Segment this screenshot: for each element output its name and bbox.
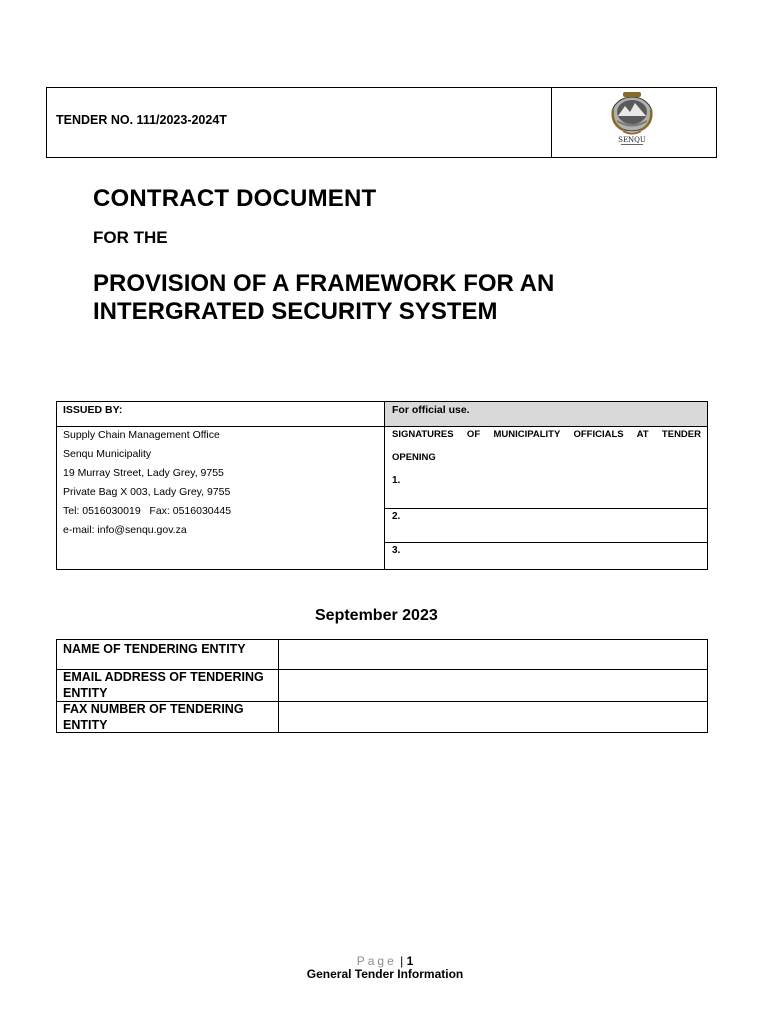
signature-number: 2. <box>392 511 401 522</box>
signature-number: 3. <box>392 545 401 556</box>
signature-line <box>385 508 708 509</box>
document-date: September 2023 <box>315 607 438 624</box>
official-use-label: For official use. <box>392 404 470 416</box>
footer-page-number <box>0 954 770 968</box>
signature-line <box>385 542 708 543</box>
project-title: PROVISION OF A FRAMEWORK FOR AN INTERGRATED SECURITY SYSTEM <box>93 270 555 325</box>
signatures-heading: SIGNATURES OF MUNICIPALITY OFFICIALS AT TENDER <box>392 429 701 440</box>
address-line: 19 Murray Street, Lady Grey, 9755 <box>63 467 224 479</box>
senqu-municipality-crest-icon <box>603 90 661 148</box>
entity-email-label: EMAIL ADDRESS OF TENDERING ENTITY <box>63 670 264 700</box>
entity-fax-value[interactable] <box>279 702 707 732</box>
for-the-label: FOR THE <box>93 228 168 247</box>
tender-number: TENDER NO. 111/2023-2024T <box>56 113 227 127</box>
address-line: Tel: 0516030019 Fax: 0516030445 <box>63 505 232 517</box>
header-divider <box>551 87 552 158</box>
address-line: Supply Chain Management Office <box>63 429 220 441</box>
signatures-heading-opening: OPENING <box>392 452 436 463</box>
footer-page-num: 1 <box>406 954 414 968</box>
signature-number: 1. <box>392 475 401 486</box>
issued-table-header-line <box>56 426 708 427</box>
entity-name-value[interactable] <box>279 640 707 669</box>
address-line: Senqu Municipality <box>63 448 152 460</box>
address-line: e-mail: info@senqu.gov.za <box>63 524 187 536</box>
footer-caption: General Tender Information <box>306 967 464 981</box>
footer-page-separator: | <box>396 954 407 968</box>
footer-page-word: Page <box>356 954 397 968</box>
logo-text: SENQU <box>618 136 646 144</box>
entity-email-value[interactable] <box>279 670 707 701</box>
address-line: Private Bag X 003, Lady Grey, 9755 <box>63 486 231 498</box>
entity-fax-label: FAX NUMBER OF TENDERING ENTITY <box>63 702 244 732</box>
entity-name-label: NAME OF TENDERING ENTITY <box>63 642 246 656</box>
issued-by-label: ISSUED BY: <box>63 404 123 416</box>
document-title: CONTRACT DOCUMENT <box>93 185 377 212</box>
